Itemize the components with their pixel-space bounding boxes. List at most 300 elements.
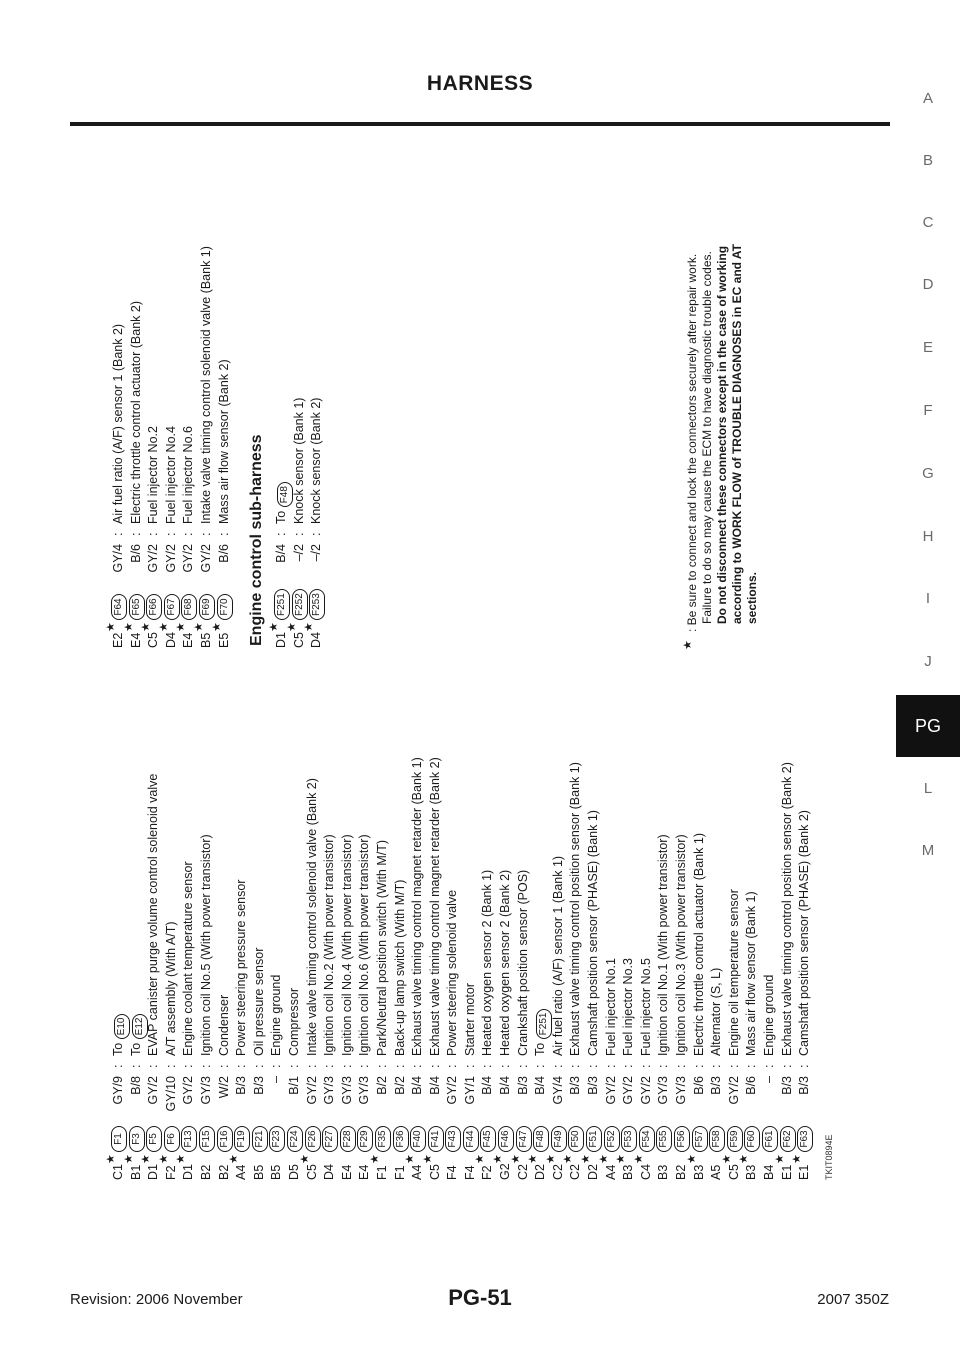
description-text: Power steering pressure sensor	[234, 879, 249, 1056]
description-text: EVAP canister purge volume control solenoid valve	[146, 773, 161, 1056]
star-icon: ★	[492, 1154, 505, 1164]
connector-description	[110, 324, 128, 524]
description-text: Park/Neutral position switch (With M/T)	[374, 839, 389, 1056]
wire-color: GY/2	[603, 1076, 618, 1105]
section-tab-pg[interactable]: PG	[896, 695, 960, 757]
separator: :	[234, 1064, 249, 1068]
connector-number: F44	[463, 1126, 479, 1152]
star-icon: ★	[509, 1154, 522, 1164]
connector-description	[655, 834, 673, 1056]
description-text: Back-up lamp switch (With M/T)	[392, 879, 407, 1056]
separator: :	[251, 1064, 266, 1068]
connector-number: F26	[305, 1126, 321, 1152]
note-bold-line-1: Do not disconnect these connectors except in the case of working	[715, 245, 729, 624]
connector-description	[585, 810, 603, 1056]
description-text: Knock sensor (Bank 2)	[309, 397, 324, 524]
separator: :	[709, 1064, 724, 1068]
wire-color: GY/2	[198, 544, 213, 573]
connector-description	[515, 870, 533, 1056]
connector-description	[180, 861, 198, 1056]
separator: :	[797, 1064, 812, 1068]
connector-number: F251	[274, 589, 290, 620]
note-bold-line-3: sections.	[745, 571, 759, 624]
separator: :	[586, 1064, 601, 1068]
description-text: Exhaust valve timing control position sensor (Bank 1)	[568, 762, 583, 1056]
connector-description	[567, 762, 585, 1056]
description-text: Starter motor	[462, 983, 477, 1056]
grid-code: F2	[480, 1165, 495, 1180]
description-text: Intake valve timing control solenoid valve (Bank 1)	[198, 246, 213, 524]
wire-color: B/4	[410, 1076, 425, 1095]
description-text: Oil pressure sensor	[251, 947, 266, 1056]
connector-number: F50	[568, 1126, 584, 1152]
connector-description	[308, 398, 326, 524]
target-connector: F48	[277, 482, 293, 507]
wire-color: B/3	[797, 1076, 812, 1095]
star-icon: ★	[421, 1154, 434, 1164]
description-text: Knock sensor (Bank 1)	[291, 397, 306, 524]
grid-code: B2	[198, 1164, 213, 1180]
connector-description	[339, 834, 357, 1056]
separator: :	[656, 1064, 671, 1068]
grid-code: C5	[726, 1164, 741, 1180]
star-icon: ★	[773, 1154, 786, 1164]
connector-number: F61	[762, 1126, 778, 1152]
description-text: Electric throttle control actuator (Bank 2)	[128, 300, 143, 524]
connector-description	[444, 890, 462, 1056]
description-text: To	[533, 1042, 548, 1056]
grid-code: A4	[234, 1164, 249, 1180]
star-icon: ★	[685, 1154, 698, 1164]
wire-color: B/4	[533, 1076, 548, 1095]
connector-list-secondary	[105, 246, 326, 648]
connector-description	[198, 246, 216, 524]
wire-color: B/6	[744, 1076, 759, 1095]
description-text: Fuel injector No.1	[603, 958, 618, 1056]
star-icon: ★	[791, 1154, 804, 1164]
separator: :	[216, 532, 231, 536]
star-icon: ★	[544, 1154, 557, 1164]
wire-color: B/6	[128, 544, 143, 563]
connector-description	[128, 301, 146, 524]
separator: :	[462, 1064, 477, 1068]
separator: :	[128, 1064, 143, 1068]
connector-row	[105, 323, 128, 648]
separator: :	[163, 532, 178, 536]
grid-code: D4	[163, 632, 178, 648]
model-label: 2007 350Z	[817, 1291, 889, 1308]
separator: :	[498, 1064, 513, 1068]
connector-description	[673, 834, 691, 1056]
connector-row	[122, 300, 146, 648]
section-tab-e[interactable]: E	[922, 339, 933, 356]
grid-code: D1	[146, 1164, 161, 1180]
separator: :	[357, 1064, 372, 1068]
target-connector: E12	[132, 1014, 148, 1040]
connector-number: F43	[445, 1126, 461, 1152]
wire-color: GY/10	[163, 1076, 178, 1112]
separator: :	[216, 1064, 231, 1068]
connector-description	[356, 834, 374, 1056]
description-text: Ignition coil No.2 (With power transistor)	[322, 834, 337, 1056]
separator: :	[128, 532, 143, 536]
wire-color: GY/9	[111, 1076, 125, 1105]
wire-color: B/2	[392, 1076, 407, 1095]
connector-number: F19	[234, 1126, 250, 1152]
grid-code: C5	[291, 632, 306, 648]
wire-color: B/4	[480, 1076, 495, 1095]
star-icon: ★	[474, 1154, 487, 1164]
grid-code: B1	[128, 1164, 143, 1180]
connector-number: F69	[199, 594, 215, 620]
description-text: Fuel injector No.5	[638, 958, 653, 1056]
separator: :	[146, 532, 161, 536]
wire-color: –	[269, 1076, 284, 1083]
wire-color: GY/4	[111, 544, 125, 573]
connector-description	[743, 891, 761, 1056]
connector-number: F57	[692, 1126, 708, 1152]
connector-number: F23	[269, 1126, 285, 1152]
section-tab-l[interactable]: L	[923, 780, 933, 797]
separator: :	[269, 1064, 284, 1068]
grid-code: F4	[445, 1165, 460, 1180]
star-icon: ★	[527, 1154, 540, 1164]
grid-code: D1	[274, 632, 289, 648]
description-text: Intake valve timing control solenoid valve (Bank 2)	[304, 778, 319, 1056]
page-number: PG-51	[448, 1285, 512, 1310]
description-text: Camshaft position sensor (PHASE) (Bank 1)	[586, 810, 601, 1056]
wire-color: B/2	[374, 1076, 389, 1095]
page-title: HARNESS	[426, 72, 534, 95]
description-text: Fuel injector No.6	[181, 426, 196, 524]
star-icon: ★	[228, 1154, 241, 1164]
description-text: Exhaust valve timing control magnet retarder (Bank 1)	[410, 757, 425, 1056]
figure-id: TKIT0894E	[824, 1134, 834, 1180]
grid-code: E1	[779, 1164, 794, 1180]
description-text: Mass air flow sensor (Bank 1)	[744, 891, 759, 1056]
description-text: Air fuel ratio (A/F) sensor 1 (Bank 2)	[111, 323, 125, 524]
wire-color: B/8	[128, 1076, 143, 1095]
connector-number: F5	[146, 1126, 162, 1152]
separator: :	[181, 532, 196, 536]
connector-description	[233, 880, 251, 1056]
target-connector: E10	[114, 1014, 130, 1040]
connector-row	[140, 426, 163, 648]
section-tab-c[interactable]: C	[922, 214, 934, 231]
note-line-2: Failure to do so may cause the ECM to have diagnostic trouble codes.	[700, 251, 714, 624]
connector-description	[620, 958, 638, 1056]
separator: :	[322, 1064, 337, 1068]
wire-color: B/4	[498, 1076, 513, 1095]
separator: :	[638, 1064, 653, 1068]
separator: :	[445, 1064, 460, 1068]
description-text: Heated oxygen sensor 2 (Bank 2)	[498, 869, 513, 1056]
star-icon: ★	[720, 1154, 733, 1164]
separator: :	[111, 1064, 125, 1068]
note-line-1: : Be sure to connect and lock the connectors securely after repair work.	[685, 253, 699, 632]
grid-code: C2	[568, 1164, 583, 1180]
section-tab-j[interactable]: J	[924, 653, 932, 670]
star-icon: ★	[285, 622, 298, 632]
connector-number: F40	[410, 1126, 426, 1152]
wire-color: –	[761, 1076, 776, 1083]
description-text: Compressor	[286, 987, 301, 1056]
connector-number: F27	[322, 1126, 338, 1152]
grid-code: C4	[638, 1164, 653, 1180]
star-icon: ★	[192, 622, 205, 632]
grid-code: E4	[339, 1164, 354, 1180]
connector-description	[779, 762, 797, 1056]
connector-number: F13	[181, 1126, 197, 1152]
connector-number: F51	[586, 1126, 602, 1152]
separator: :	[761, 1064, 776, 1068]
separator: :	[146, 1064, 161, 1068]
wire-color: –/2	[291, 544, 306, 562]
section-tab-d[interactable]: D	[922, 276, 934, 293]
subharness-heading: Engine control sub-harness	[248, 434, 266, 646]
grid-code: C2	[550, 1164, 565, 1180]
connector-row	[303, 397, 326, 648]
section-tab-h[interactable]: H	[922, 528, 934, 545]
connector-number: F58	[709, 1126, 725, 1152]
section-tab-a[interactable]: A	[922, 90, 933, 107]
star-icon: ★	[122, 1154, 135, 1164]
wire-color: B/6	[691, 1076, 706, 1095]
connector-number: F252	[292, 589, 308, 620]
grid-code: D5	[286, 1164, 301, 1180]
connector-number: F56	[674, 1126, 690, 1152]
grid-code: B5	[198, 632, 213, 648]
caution-note	[682, 148, 760, 650]
description-text: Engine coolant temperature sensor	[181, 861, 196, 1056]
separator: :	[691, 1064, 706, 1068]
grid-code: E5	[216, 632, 231, 648]
connector-number: F15	[199, 1126, 215, 1152]
wire-color: B/4	[274, 544, 289, 563]
connector-description	[145, 774, 163, 1056]
connector-description	[761, 975, 779, 1056]
star-icon: ★	[615, 1154, 628, 1164]
wire-color: W/2	[216, 1076, 231, 1099]
wire-color: B/3	[568, 1076, 583, 1095]
star-icon: ★	[175, 1154, 188, 1164]
description-text: Ignition coil No.6 (With power transistor)	[357, 834, 372, 1056]
connector-number: F16	[217, 1126, 233, 1152]
header-divider	[70, 122, 890, 126]
connector-number: F70	[217, 594, 233, 620]
separator: :	[286, 1064, 301, 1068]
grid-code: E4	[357, 1164, 372, 1180]
wire-color: B/3	[586, 1076, 601, 1095]
grid-code: C5	[304, 1164, 319, 1180]
description-text: Ignition coil No.3 (With power transistor)	[674, 834, 688, 1056]
connector-description	[603, 958, 621, 1056]
connector-description	[374, 840, 392, 1056]
wire-color: GY/3	[656, 1076, 671, 1105]
grid-code: C5	[146, 632, 161, 648]
wire-color: GY/2	[445, 1076, 460, 1105]
star-icon: ★	[580, 1154, 593, 1164]
grid-code: B3	[691, 1164, 706, 1180]
connector-description	[145, 426, 163, 524]
connector-description	[180, 426, 198, 524]
grid-code: E4	[128, 632, 143, 648]
separator: :	[744, 1064, 759, 1068]
separator: :	[198, 532, 213, 536]
grid-code: F1	[374, 1165, 389, 1180]
wire-color: GY/3	[339, 1076, 354, 1105]
description-text: Power steering solenoid valve	[445, 889, 460, 1056]
connector-number: F36	[393, 1126, 409, 1152]
separator: :	[198, 1064, 213, 1068]
connector-description	[163, 426, 181, 524]
star-icon: ★	[175, 622, 188, 632]
separator: :	[374, 1064, 389, 1068]
separator: :	[550, 1064, 565, 1068]
star-icon: ★	[140, 622, 153, 632]
connector-description	[251, 948, 269, 1056]
connector-description	[304, 778, 322, 1056]
connector-number: F63	[797, 1126, 813, 1152]
connector-number: F48	[533, 1126, 549, 1152]
connector-number: F68	[181, 594, 197, 620]
grid-code: B5	[251, 1164, 266, 1180]
grid-code: B5	[269, 1164, 284, 1180]
star-icon: ★	[157, 622, 170, 632]
wire-color: GY/3	[322, 1076, 337, 1105]
section-tab-f[interactable]: F	[923, 402, 933, 419]
connector-description	[796, 810, 814, 1056]
grid-code: D4	[309, 632, 324, 648]
connector-number: F46	[498, 1126, 514, 1152]
grid-code: E2	[111, 632, 125, 648]
grid-code: D1	[181, 1164, 196, 1180]
description-text: To	[128, 1042, 143, 1056]
wire-color: GY/2	[163, 544, 178, 573]
separator: :	[111, 532, 125, 536]
section-tab-g[interactable]: G	[922, 465, 934, 482]
separator: :	[515, 1064, 530, 1068]
wire-color: B/3	[515, 1076, 530, 1095]
description-text: Alternator (S, L)	[709, 967, 724, 1056]
connector-description	[163, 921, 181, 1056]
connector-number: F1	[111, 1126, 127, 1152]
wire-color: GY/3	[674, 1076, 688, 1105]
section-tab-m[interactable]: M	[921, 842, 935, 859]
separator: :	[726, 1064, 741, 1068]
grid-code: D2	[586, 1164, 601, 1180]
note-bold-line-2: according to WORK FLOW of TROUBLE DIAGNOSES in EC and AT	[730, 244, 744, 624]
wire-color: B/3	[234, 1076, 249, 1095]
description-text: Engine ground	[761, 974, 776, 1056]
connector-number: F47	[516, 1126, 532, 1152]
separator: :	[339, 1064, 354, 1068]
section-tab-i[interactable]: I	[925, 590, 931, 607]
description-text: Crankshaft position sensor (POS)	[515, 869, 530, 1056]
target-connector: F251	[536, 1009, 552, 1040]
description-text: To	[274, 510, 289, 524]
wire-color: GY/3	[198, 1076, 213, 1105]
revision-label: Revision: 2006 November	[70, 1291, 243, 1308]
connector-number: F41	[428, 1126, 444, 1152]
separator: :	[410, 1064, 425, 1068]
connector-description	[198, 834, 216, 1056]
connector-number: F35	[375, 1126, 391, 1152]
grid-code: D2	[533, 1164, 548, 1180]
connector-row	[268, 434, 291, 648]
connector-number: F55	[656, 1126, 672, 1152]
wire-color: B/4	[427, 1076, 442, 1095]
connector-description	[708, 968, 726, 1056]
wire-color: B/6	[216, 544, 231, 563]
connector-number: F62	[780, 1126, 796, 1152]
description-text: Ignition coil No.4 (With power transistor)	[339, 834, 354, 1056]
description-text: Air fuel ratio (A/F) sensor 1 (Bank 1)	[550, 855, 565, 1056]
page-footer	[0, 1285, 960, 1315]
wire-color: GY/2	[146, 1076, 161, 1105]
grid-code: B2	[674, 1164, 688, 1180]
grid-code: B4	[761, 1164, 776, 1180]
connector-number: F53	[621, 1126, 637, 1152]
connector-description	[427, 757, 445, 1056]
connector-description	[691, 833, 709, 1056]
grid-code: E4	[181, 632, 196, 648]
wire-color: GY/1	[462, 1076, 477, 1105]
connector-number: F65	[129, 594, 145, 620]
description-text: Exhaust valve timing control position sensor (Bank 2)	[779, 762, 794, 1056]
wire-color: GY/2	[726, 1076, 741, 1105]
connector-number: F6	[164, 1126, 180, 1152]
connector-number: F45	[480, 1126, 496, 1152]
description-text: Fuel injector No.2	[146, 426, 161, 524]
connector-number: F24	[287, 1126, 303, 1152]
connector-description	[268, 975, 286, 1056]
grid-code: B3	[621, 1164, 636, 1180]
connector-number: F59	[727, 1126, 743, 1152]
wire-color: GY/3	[357, 1076, 372, 1105]
description-text: Exhaust valve timing control magnet retarder (Bank 2)	[427, 757, 442, 1056]
description-text: Condenser	[216, 994, 231, 1056]
separator: :	[181, 1064, 196, 1068]
grid-code: A4	[410, 1164, 425, 1180]
wire-color: GY/2	[146, 544, 161, 573]
connector-number: F3	[129, 1126, 145, 1152]
star-icon: ★	[157, 1154, 170, 1164]
description-text: Camshaft position sensor (PHASE) (Bank 2)	[797, 810, 812, 1056]
separator: :	[568, 1064, 583, 1068]
connector-number: F67	[164, 594, 180, 620]
star-icon: ★	[122, 622, 135, 632]
connector-description	[479, 870, 497, 1056]
connector-description	[392, 880, 410, 1056]
section-tab-b[interactable]: B	[922, 152, 933, 169]
description-text: Engine ground	[269, 974, 284, 1056]
separator: :	[163, 1064, 178, 1068]
star-icon: ★	[268, 622, 281, 632]
separator: :	[603, 1064, 618, 1068]
connector-description	[321, 834, 339, 1056]
wire-color: B/3	[779, 1076, 794, 1095]
separator: :	[274, 532, 289, 536]
grid-code: F4	[462, 1165, 477, 1180]
star-icon: ★	[597, 1154, 610, 1164]
separator: :	[674, 1064, 688, 1068]
connector-number: F54	[639, 1126, 655, 1152]
star-icon: ★	[105, 1154, 117, 1164]
separator: :	[291, 532, 306, 536]
grid-code: A4	[603, 1164, 618, 1180]
connector-row	[157, 426, 181, 648]
